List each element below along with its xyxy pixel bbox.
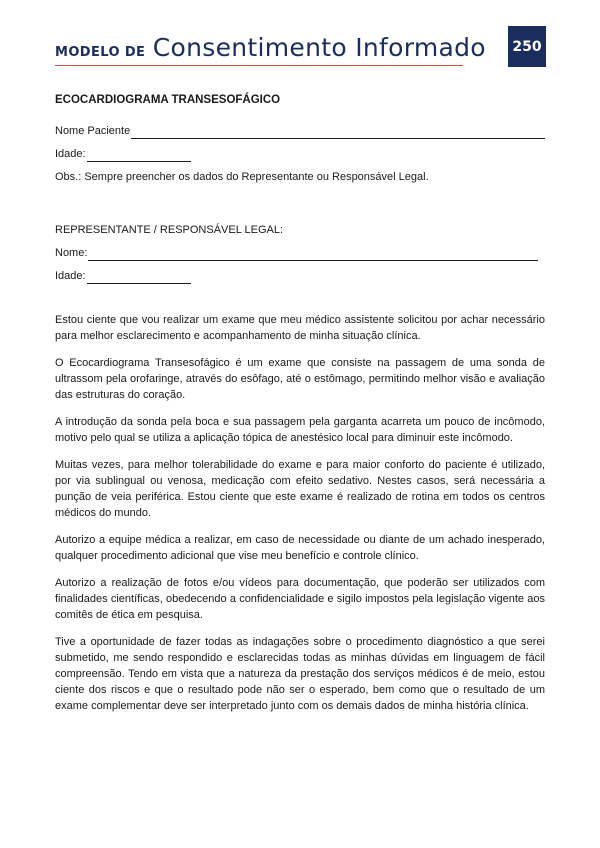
consent-paragraph: Autorizo a realização de fotos e/ou vídeos para documentação, que poderão ser utilizados com finalidades científicas, obedecendo a confidencialidade e sigilo impostos pela legislação vigente aos comitês de ética em pesquisa. <box>55 577 545 621</box>
document-title: ECOCARDIOGRAMA TRANSESOFÁGICO <box>55 94 281 106</box>
patient-age-label: Idade: <box>55 148 86 160</box>
consent-paragraph: Estou ciente que vou realizar um exame que meu médico assistente solicitou por achar necessário para melhor esclarecimento e acompanhamento de minha situação clínica. <box>55 314 545 342</box>
representative-name-field[interactable] <box>55 245 545 261</box>
brand-small-text: MODELO DE <box>55 45 146 60</box>
page-number-badge: 250 <box>508 26 546 67</box>
representative-age-blank-line[interactable] <box>87 272 191 284</box>
consent-paragraph: O Ecocardiograma Transesofágico é um exame que consiste na passagem de uma sonda de ultrassom pela orofaringe, através do esôfago, até o estômago, permitindo melhor visão e avaliação das estruturas do coração. <box>55 357 545 401</box>
document-body <box>55 92 545 725</box>
consent-paragraph: A introdução da sonda pela boca e sua passagem pela garganta acarreta um pouco de incômodo, motivo pelo qual se utiliza a aplicação tópica de anestésico local para diminuir este incômodo. <box>55 416 545 444</box>
consent-paragraph: Muitas vezes, para melhor tolerabilidade do exame e para maior conforto do paciente é utilizado, por via sublingual ou venosa, medicação com efeito sedativo. Nestes casos, será necessária a punção de veia periférica. Estou ciente que este exame é realizado de rotina em todos os centros médicos do mundo. <box>55 459 545 519</box>
patient-name-field[interactable] <box>55 123 545 139</box>
representative-age-field[interactable] <box>55 268 545 284</box>
brand-main-text: Consentimento Informado <box>152 33 486 62</box>
patient-age-blank-line[interactable] <box>87 150 191 162</box>
patient-name-blank-line[interactable] <box>131 127 545 139</box>
representative-age-label: Idade: <box>55 270 86 282</box>
representative-name-blank-line[interactable] <box>88 249 538 261</box>
page-header <box>0 0 600 70</box>
patient-age-field[interactable] <box>55 146 545 162</box>
observation-note: Obs.: Sempre preencher os dados do Representante ou Responsável Legal. <box>55 171 429 183</box>
representative-heading: REPRESENTANTE / RESPONSÁVEL LEGAL: <box>55 224 284 236</box>
patient-name-label: Nome Paciente <box>55 125 131 137</box>
brand-title <box>55 33 486 62</box>
consent-paragraph: Tive a oportunidade de fazer todas as indagações sobre o procedimento diagnóstico a que serei submetido, me sendo respondido e esclarecidas todas as minhas dúvidas em linguagem de fácil compreensão. Tendo em vista que a natureza da prestação dos serviços médicos é de meio, estou ciente dos riscos e que o resultado pode não ser o esperado, bem como que o resultado de um exame complementar deve ser interpretado junto com os demais dados de minha história clínica. <box>55 636 545 712</box>
representative-name-label: Nome: <box>55 247 88 259</box>
header-divider <box>55 65 463 66</box>
consent-paragraph: Autorizo a equipe médica a realizar, em caso de necessidade ou diante de um achado inesperado, qualquer procedimento adicional que vise meu benefício e controle clínico. <box>55 534 545 562</box>
